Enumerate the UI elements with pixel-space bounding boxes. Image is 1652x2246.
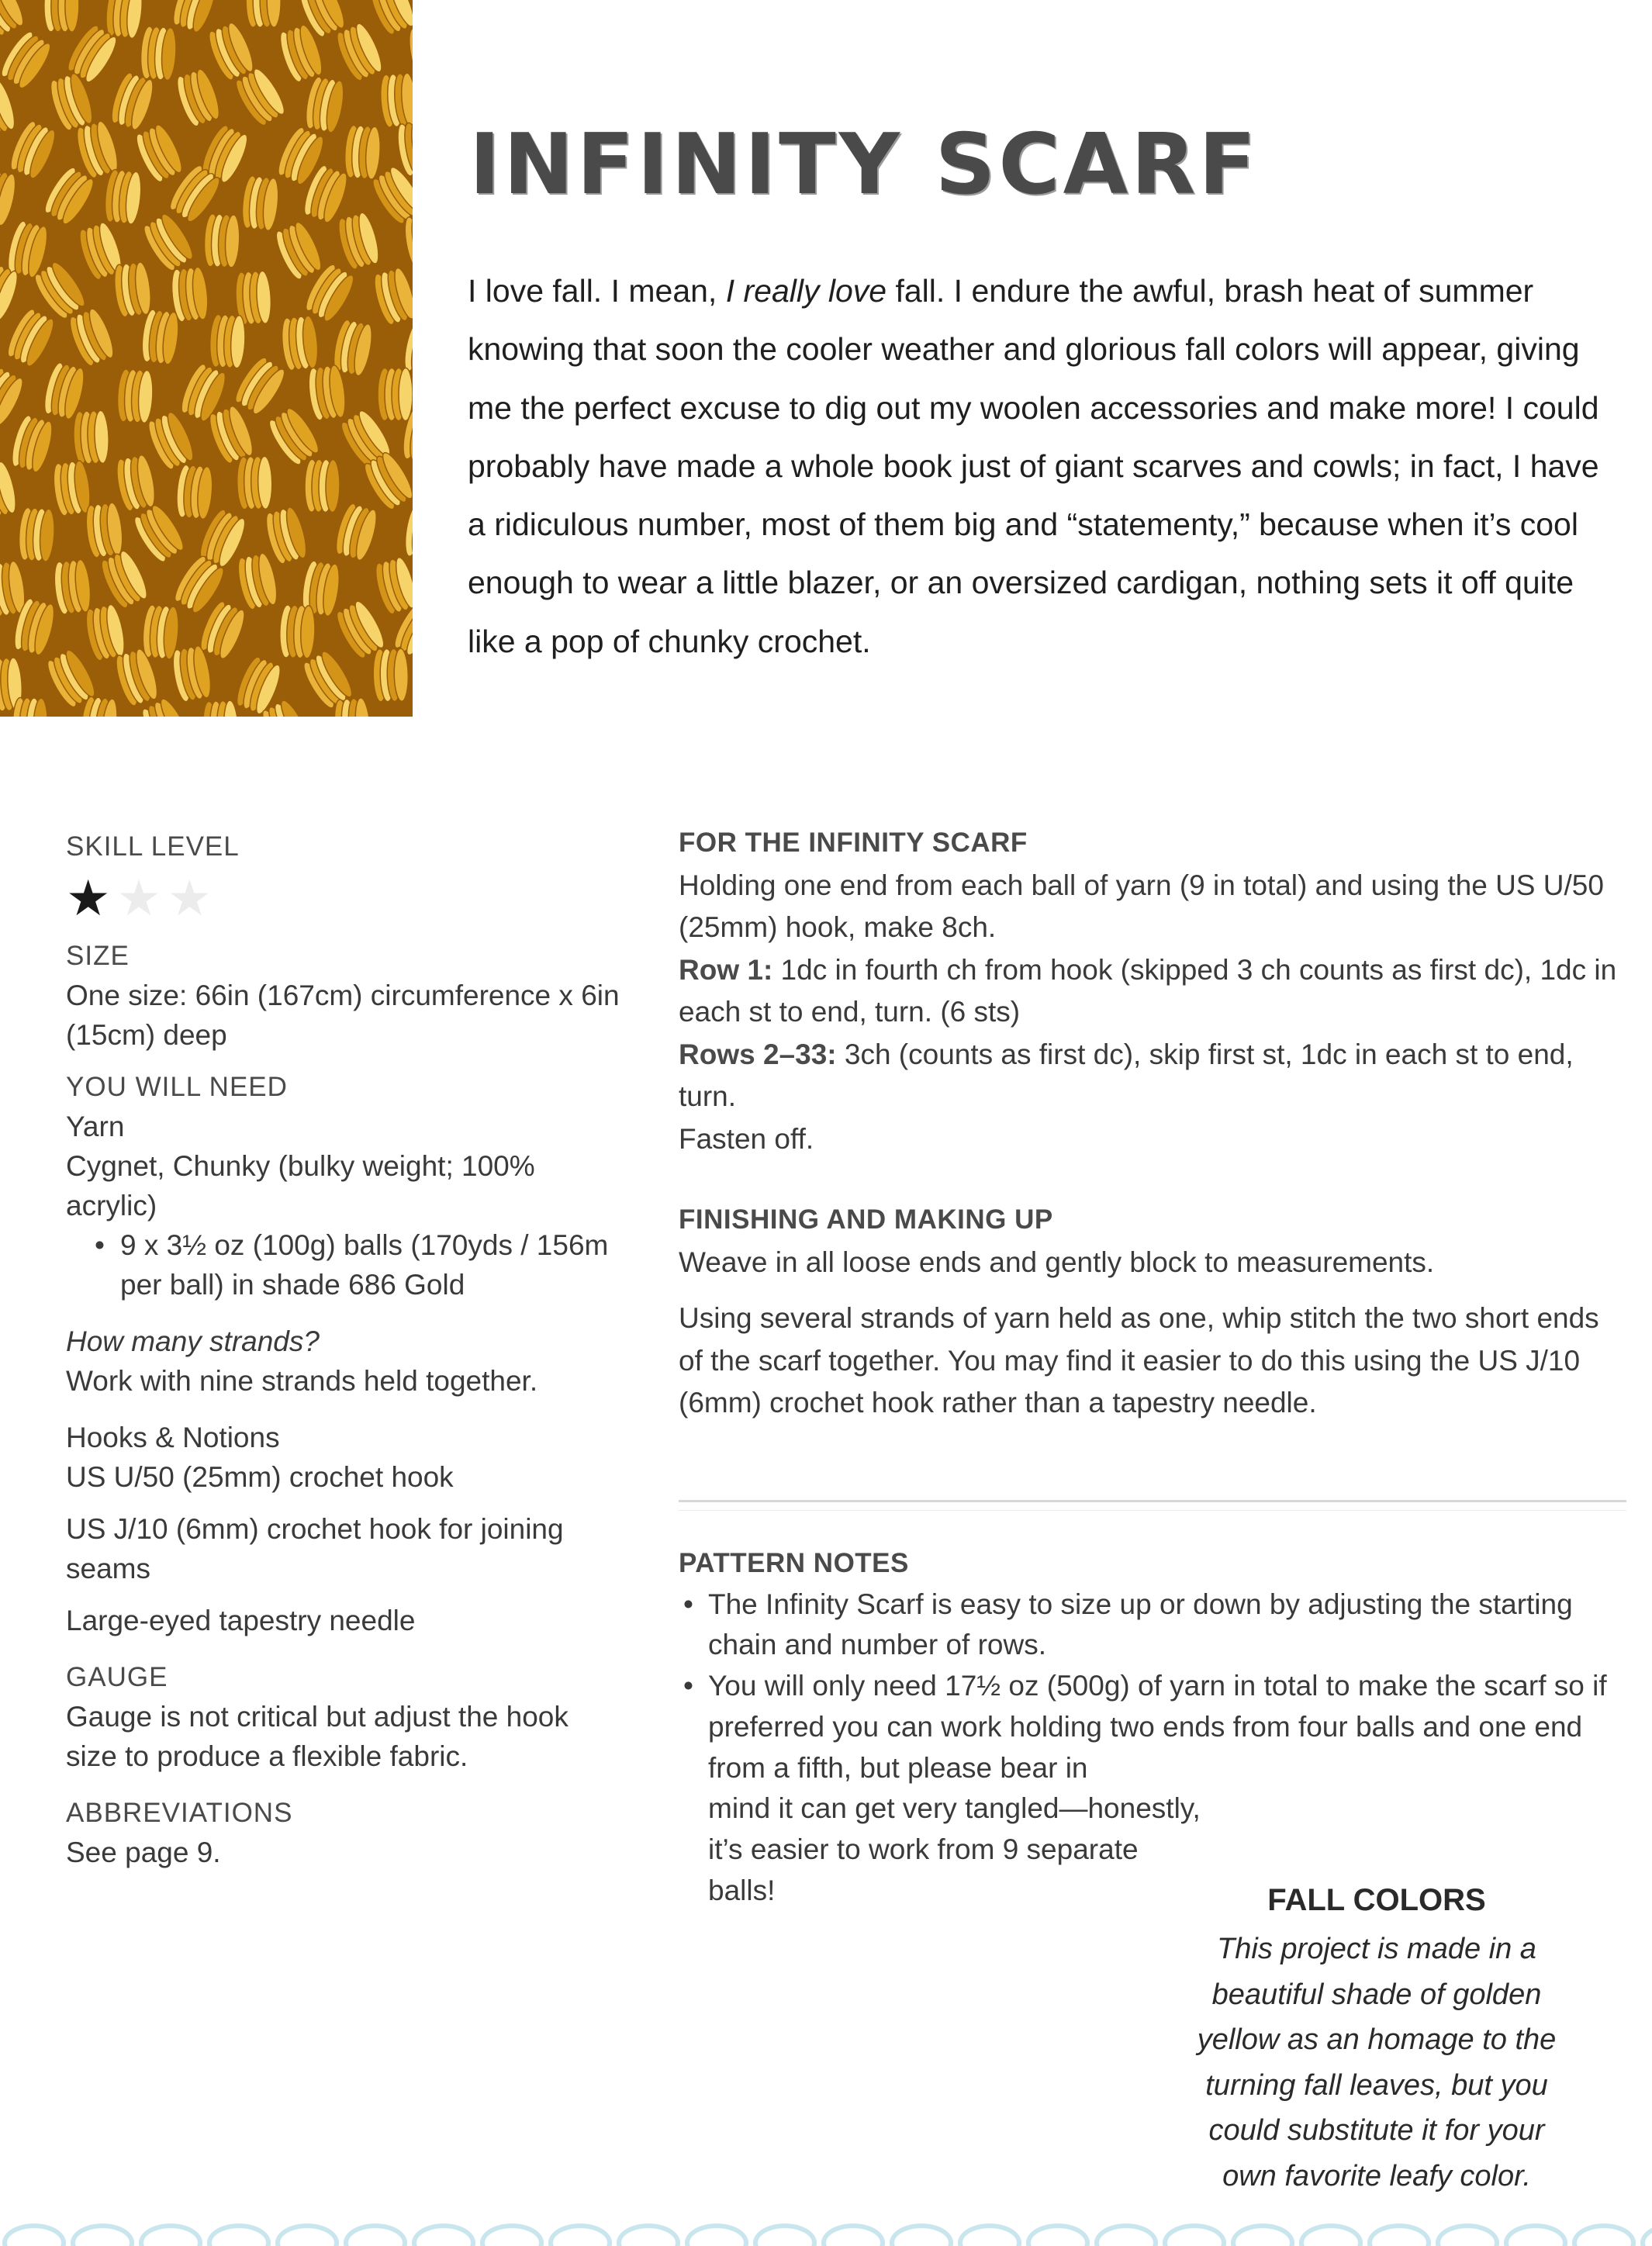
hook-item: US U/50 (25mm) crochet hook [66,1461,454,1493]
yarn-photo [0,0,413,717]
scallop [5,2226,64,2246]
pattern-notes-heading: PATTERN NOTES [679,1548,909,1578]
yarn-loop [305,459,340,513]
note-text: You will only need 17½ oz (500g) of yarn in total to make the scarf so if preferred you can work holding two ends from four balls and one end from a fifth, but please bear in [708,1670,1607,1784]
materials-column [66,827,624,1872]
star-icon: ★ [167,870,213,926]
rows-2-33 [679,1034,1625,1118]
scallop [960,2226,1019,2246]
fall-colors-sidebar [1179,1877,1574,2199]
scallop [414,2226,473,2246]
yarn-loop [44,0,80,32]
yarn-loop [280,315,320,371]
yarn-loop [237,456,272,510]
skill-level-heading: SKILL LEVEL [66,831,240,862]
scallop [892,2226,951,2246]
yarn-bullet: • 9 x 3½ oz (100g) balls (170yds / 156m per ball) in shade 686 Gold [66,1225,624,1304]
yarn-loop [203,213,240,268]
scallop [346,2226,405,2246]
intro-paragraph [468,262,1623,671]
star-icon: ★ [66,870,111,926]
scallop [1574,2226,1633,2246]
sidebar-text: This project is made in a beautiful shade of golden yellow as an homage to the turning fall leaves, but you could substitute it for your own favorite leafy color. [1197,1933,1557,2192]
yarn-loop [175,465,215,520]
row-text: 1dc in fourth ch from hook (skipped 3 ch counts as first dc), 1dc in each st to end, turn. (6 sts) [679,953,1617,1028]
yarn-loop [73,410,110,465]
yarn-loop [18,507,56,562]
yarn-loop [373,648,409,702]
yarn-loop [140,26,178,81]
row-text: 3ch (counts as first dc), skip first st, 1dc in each st to end, turn. [679,1038,1574,1112]
row-label: Rows 2–33: [679,1038,837,1070]
hooks-heading: Hooks & Notions [66,1422,280,1453]
decorative-scallop-border [0,2212,1652,2246]
scallop [278,2226,337,2246]
yarn-loop [240,175,281,231]
scarf-heading: FOR THE INFINITY SCARF [679,828,1028,858]
size-heading: SIZE [66,941,130,971]
scallop [619,2226,678,2246]
page-title: INFINITY SCARF [469,116,1260,213]
scallop [73,2226,132,2246]
intro-lead: I love fall. I mean, [468,273,726,309]
instructions-column [679,822,1625,1425]
strands-question: How many strands? [66,1325,320,1357]
strands-answer: Work with nine strands held together. [66,1365,538,1397]
yarn-loop [12,697,48,717]
yarn-loop [103,169,143,225]
yarn-text: Cygnet, Chunky (bulky weight; 100% acrylic) [66,1150,535,1221]
finishing-text: Weave in all loose ends and gently block to measurements. [679,1246,1435,1278]
scallop [1370,2226,1429,2246]
abbreviations-text: See page 9. [66,1837,221,1868]
scallop [1097,2226,1156,2246]
gauge-text: Gauge is not critical but adjust the hook size to produce a flexible fabric. [66,1701,569,1772]
row-label: Row 1: [679,953,773,986]
finishing-text: Using several strands of yarn held as one, whip stitch the two short ends of the scarf together. You may find it easier to do this using the US J/10 (6mm) crochet hook rather than a tapestry needle. [679,1302,1599,1418]
size-text: One size: 66in (167cm) circumference x 6in (15cm) deep [66,980,620,1051]
skill-rating [66,871,624,925]
scallop [824,2226,883,2246]
yarn-loop [344,125,382,180]
note-item [679,1666,1625,1911]
scallop [482,2226,541,2246]
finishing-heading: FINISHING AND MAKING UP [679,1204,1053,1235]
yarn-loop [52,559,92,615]
note-item: • The Infinity Scarf is easy to size up or down by adjusting the starting chain and number of rows. [679,1584,1625,1666]
row-1 [679,949,1625,1034]
section-divider [679,1500,1626,1511]
yarn-loop [378,368,413,420]
star-icon: ★ [116,870,161,926]
yarn-strand [326,459,340,512]
scallop [687,2226,746,2246]
scallop [1028,2226,1087,2246]
yarn-loop [209,314,246,368]
pattern-notes [679,1543,1625,1911]
chunky-crochet-image [0,0,413,717]
intro-emphasis: I really love [725,273,887,309]
scallop [551,2226,610,2246]
scallop [755,2226,814,2246]
hook-item: US J/10 (6mm) crochet hook for joining seams [66,1513,564,1584]
yarn-loop [279,605,316,658]
scallop [1233,2226,1292,2246]
gauge-heading: GAUGE [66,1662,168,1692]
yarn-strand [257,456,272,509]
you-will-need-heading: YOU WILL NEED [66,1072,288,1102]
fasten-off: Fasten off. [679,1122,814,1155]
note-text: mind it can get very tangled—honestly, it’s easier to work from 9 separate balls! [708,1792,1201,1906]
yarn-loop [246,0,281,27]
scallop [1506,2226,1565,2246]
yarn-heading: Yarn [66,1111,125,1142]
sidebar-title: FALL COLORS [1267,1883,1486,1917]
scallop [1438,2226,1497,2246]
yarn-loop [116,368,154,423]
needle-item: Large-eyed tapestry needle [66,1605,416,1636]
intro-rest: fall. I endure the awful, brash heat of summer knowing that soon the cooler weather and glorious fall colors will appear, giving me the perfect excuse to dig out my woolen accessories and make more! I could probably have made a whole book just of giant scarves and cowls; in fact, I have a ridiculous number, most of them big and “statementy,” because when it’s cool enough to wear a little blazer, or an oversized cardigan, nothing sets it off quite like a pop of chunky crochet. [468,273,1599,659]
yarn-loop [379,73,413,128]
scallop [1301,2226,1360,2246]
scallop [1165,2226,1224,2246]
abbreviations-heading: ABBREVIATIONS [66,1798,293,1828]
scallop [209,2226,268,2246]
scallop [141,2226,200,2246]
scallop [1643,2226,1652,2246]
scarf-intro: Holding one end from each ball of yarn (9 in total) and using the US U/50 (25mm) hook, make 8ch. [679,869,1604,943]
